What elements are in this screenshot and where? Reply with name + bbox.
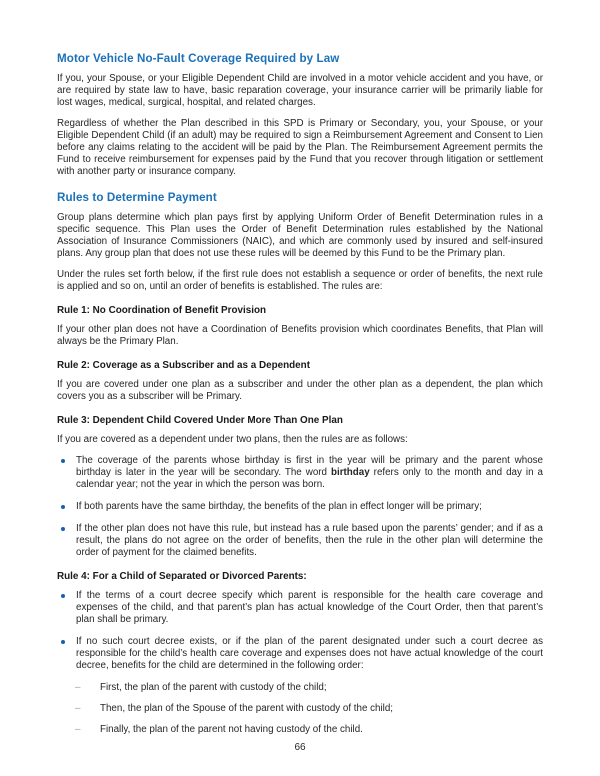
- paragraph-group-plans: Group plans determine which plan pays first by applying Uniform Order of Benefit Determination rules in a specific sequence. This Plan uses the Order of Benefit Determination rules established by the National Association of Insurance Commissioners (NAIC), and which are commonly used by insured and self-insured plans. Any group plan that does not use these rules will be deemed by this Fund to be the Primary plan.: [57, 212, 543, 259]
- list-item-birthday-rule: [57, 455, 543, 491]
- section-heading-rules-to-determine-payment: Rules to Determine Payment: [57, 191, 217, 204]
- list-item-same-birthday: [57, 501, 543, 513]
- rule-3-heading: Rule 3: Dependent Child Covered Under More Than One Plan: [57, 415, 343, 426]
- paragraph-motor-vehicle-2: Regardless of whether the Plan described in this SPD is Primary or Secondary, you, your Spouse, or your Eligible Dependent Child (if an adult) may be required to sign a Reimbursement Agreement and Consent to Lien before any claims relating to the accident will be paid by the Plan. The Reimbursement Agreement permits the Fund to receive reimbursement for expenses paid by the Fund that you recover through litigation or settlement with another party or insurance company.: [57, 118, 543, 177]
- rule-2-heading: Rule 2: Coverage as a Subscriber and as a Dependent: [57, 360, 310, 371]
- rule-1-heading: Rule 1: No Coordination of Benefit Provision: [57, 305, 267, 316]
- list-item-text-bold: birthday: [331, 467, 370, 478]
- bullet-icon: [61, 527, 65, 531]
- dash-icon: –: [75, 724, 81, 735]
- sub-list-item-text: Then, the plan of the Spouse of the parent with custody of the child;: [100, 703, 394, 714]
- section-heading-motor-vehicle-no-fault: Motor Vehicle No-Fault Coverage Required by Law: [57, 52, 340, 65]
- list-item-other-plan-gender-rule: [57, 523, 543, 559]
- rule-2-body: If you are covered under one plan as a subscriber and under the other plan as a dependent, the plan which covers you as a subscriber will be Primary.: [57, 379, 543, 402]
- rule-3-intro: If you are covered as a dependent under two plans, then the rules are as follows:: [57, 434, 408, 445]
- list-item-text: If no such court decree exists, or if the plan of the parent designated under such a court decree as responsible for the child’s health care coverage and expenses does not have actual knowledge of the court decree, benefits for the child are determined in the following order:: [76, 636, 543, 671]
- bullet-icon: [61, 505, 65, 509]
- list-item-text-pre: The coverage of the parents whose birthday is first in the year will be primary and the parent whose birthday is later in the year will be secondary. The word: [76, 455, 543, 478]
- list-item-no-court-decree: [57, 636, 543, 672]
- bullet-icon: [61, 640, 65, 644]
- dash-icon: –: [75, 682, 81, 693]
- list-item-text-post: refers only to the month and day in a calendar year; not the year in which the person was born.: [76, 467, 543, 490]
- paragraph-motor-vehicle-1: If you, your Spouse, or your Eligible Dependent Child are involved in a motor vehicle accident and you have, or are required by state law to have, basic reparation coverage, your insurance carrier will be primarily liable for lost wages, medical, surgical, hospital, and related charges.: [57, 73, 543, 108]
- rule-4-heading: Rule 4: For a Child of Separated or Divorced Parents:: [57, 571, 307, 582]
- page-number: 66: [294, 742, 306, 753]
- sub-list-item-then: [57, 703, 543, 715]
- sub-list-item-text: First, the plan of the parent with custody of the child;: [100, 682, 327, 693]
- paragraph-rules-set-forth: Under the rules set forth below, if the first rule does not establish a sequence or order of benefits, the next rule is applied and so on, until an order of benefits is established. The rules are:: [57, 269, 543, 292]
- dash-icon: –: [75, 703, 81, 714]
- sub-list-item-first: [57, 682, 543, 694]
- list-item-text: If both parents have the same birthday, the benefits of the plan in effect longer will be primary;: [76, 501, 482, 512]
- sub-list-item-text: Finally, the plan of the parent not having custody of the child.: [100, 724, 363, 735]
- list-item-court-decree: [57, 590, 543, 626]
- sub-list-item-finally: [57, 724, 543, 736]
- rule-1-body: If your other plan does not have a Coordination of Benefits provision which coordinates Benefits, that Plan will always be the Primary Plan.: [57, 324, 543, 347]
- list-item-text: [76, 455, 543, 491]
- list-item-text: If the terms of a court decree specify which parent is responsible for the health care coverage and expenses of the child, and that parent’s plan has actual knowledge of the Court Order, then that parent’s plan shall be primary.: [76, 590, 543, 625]
- bullet-icon: [61, 459, 65, 463]
- bullet-icon: [61, 594, 65, 598]
- list-item-text: If the other plan does not have this rule, but instead has a rule based upon the parents’ gender; and if as a result, the plans do not agree on the order of benefits, then the rule in the other plan will determine the order of payment for the claimed benefits.: [76, 523, 543, 558]
